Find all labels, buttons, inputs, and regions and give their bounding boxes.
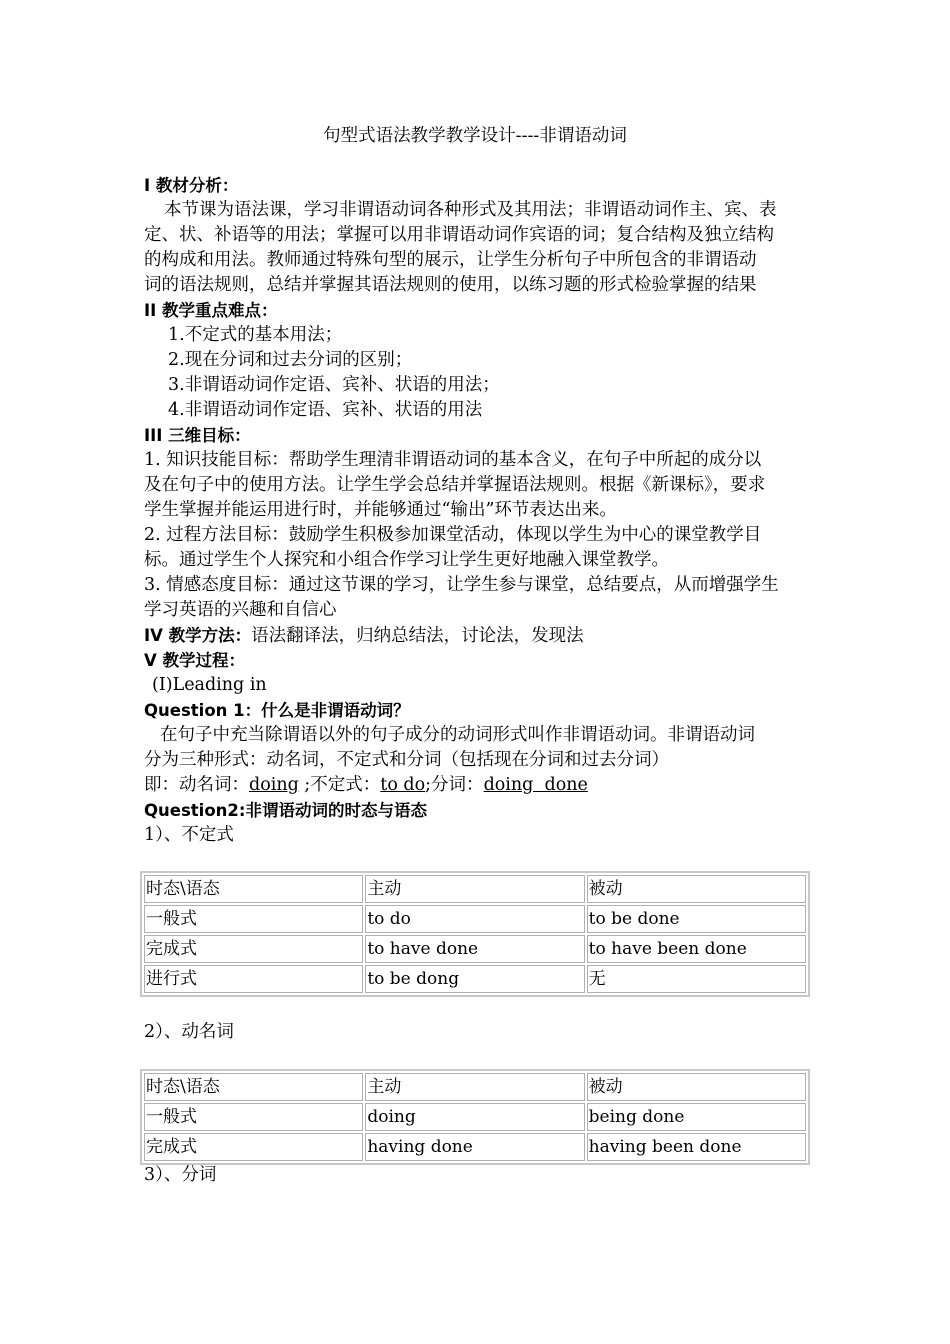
table-cell: 无 bbox=[587, 965, 806, 993]
participle-form: doing done bbox=[483, 775, 588, 795]
gerund-form: doing bbox=[249, 775, 299, 795]
table-row bbox=[144, 905, 806, 933]
section-heading-process: V 教学过程： bbox=[144, 651, 246, 670]
paragraph-line: 及在句子中的使用方法。让学生学会总结并掌握语法规则。根据《新课标》，要求 bbox=[144, 475, 766, 495]
table-cell: 被动 bbox=[587, 1073, 806, 1101]
subsection-participle: 3）、分词 bbox=[144, 1165, 217, 1185]
table-cell: 时态\语态 bbox=[144, 875, 363, 903]
table-cell: 完成式 bbox=[144, 1133, 363, 1161]
paragraph-line: 词的语法规则，总结并掌握其语法规则的使用，以练习题的形式检验掌握的结果 bbox=[144, 275, 757, 295]
table-cell: to be done bbox=[587, 905, 806, 933]
section-heading-analysis: I 教材分析： bbox=[144, 176, 239, 195]
section-heading-key-points: II 教学重点难点： bbox=[144, 301, 278, 320]
table-row bbox=[144, 1103, 806, 1131]
paragraph-line: 分为三种形式：动名词，不定式和分词（包括现在分词和过去分词） bbox=[144, 750, 669, 770]
methods-text: 语法翻译法，归纳总结法，讨论法，发现法 bbox=[251, 626, 584, 646]
subsection-infinitive: 1）、不定式 bbox=[144, 825, 234, 845]
infinitive-form: to do bbox=[380, 775, 426, 795]
question1-heading: Question 1：什么是非谓语动词？ bbox=[144, 701, 410, 720]
paragraph-line: 学习英语的兴趣和自信心 bbox=[144, 600, 337, 620]
forms-line bbox=[144, 773, 812, 798]
table-row bbox=[144, 935, 806, 963]
table-cell: to be dong bbox=[365, 965, 584, 993]
document-title: 句型式语法教学教学设计----非谓语动词 bbox=[323, 126, 627, 146]
forms-prefix: 即：动名词： bbox=[144, 775, 249, 795]
paragraph-line: 本节课为语法课，学习非谓语动词各种形式及其用法；非谓语动词作主、宾、表 bbox=[164, 200, 777, 220]
table-cell: 主动 bbox=[365, 1073, 584, 1101]
table-row bbox=[144, 1073, 806, 1101]
table-cell: 被动 bbox=[587, 875, 806, 903]
paragraph-line: 在句子中充当除谓语以外的句子成分的动词形式叫作非谓语动词。非谓语动词 bbox=[160, 725, 755, 745]
table-cell: being done bbox=[587, 1103, 806, 1131]
table-cell: to have been done bbox=[587, 935, 806, 963]
table-cell: 主动 bbox=[365, 875, 584, 903]
forms-separator: ;不定式： bbox=[298, 775, 381, 795]
list-item: 2.现在分词和过去分词的区别； bbox=[168, 350, 413, 370]
table-row bbox=[144, 965, 806, 993]
table-row bbox=[144, 1133, 806, 1161]
paragraph-line: 的构成和用法。教师通过特殊句型的展示，让学生分析句子中所包含的非谓语动 bbox=[144, 250, 757, 270]
list-item: 4.非谓语动词作定语、宾补、状语的用法 bbox=[168, 400, 483, 420]
gerund-table bbox=[140, 1069, 810, 1165]
table-cell: 完成式 bbox=[144, 935, 363, 963]
infinitive-table bbox=[140, 871, 810, 997]
paragraph-line: 1. 知识技能目标：帮助学生理清非谓语动词的基本含义，在句子中所起的成分以 bbox=[144, 450, 762, 470]
table-cell: 一般式 bbox=[144, 905, 363, 933]
question2-heading: Question2:非谓语动词的时态与语态 bbox=[144, 801, 427, 820]
list-item: 3.非谓语动词作定语、宾补、状语的用法； bbox=[168, 375, 500, 395]
section-heading-objectives: III 三维目标： bbox=[144, 426, 251, 445]
table-cell: 一般式 bbox=[144, 1103, 363, 1131]
table-cell: having done bbox=[365, 1133, 584, 1161]
paragraph-line: 学生掌握并能运用进行时，并能够通过“输出”环节表达出来。 bbox=[144, 500, 617, 520]
list-item: 1.不定式的基本用法； bbox=[168, 325, 343, 345]
table-cell: 进行式 bbox=[144, 965, 363, 993]
paragraph-line: 定、状、补语等的用法；掌握可以用非谓语动词作宾语的词；复合结构及独立结构 bbox=[144, 225, 774, 245]
forms-separator: ;分词： bbox=[425, 775, 484, 795]
table-row bbox=[144, 875, 806, 903]
table-cell: 时态\语态 bbox=[144, 1073, 363, 1101]
table-cell: to have done bbox=[365, 935, 584, 963]
paragraph-line: 2. 过程方法目标：鼓励学生积极参加课堂活动，体现以学生为中心的课堂教学目 bbox=[144, 525, 762, 545]
table-cell: doing bbox=[365, 1103, 584, 1131]
section-heading-methods: IV 教学方法： bbox=[144, 626, 252, 645]
table-cell: having been done bbox=[587, 1133, 806, 1161]
methods-line bbox=[144, 623, 812, 648]
subsection-gerund: 2）、动名词 bbox=[144, 1022, 234, 1042]
paragraph-line: 3. 情感态度目标：通过这节课的学习，让学生参与课堂，总结要点，从而增强学生 bbox=[144, 575, 779, 595]
leading-in-label: (I)Leading in bbox=[152, 675, 267, 695]
paragraph-line: 标。通过学生个人探究和小组合作学习让学生更好地融入课堂教学。 bbox=[144, 550, 669, 570]
table-cell: to do bbox=[365, 905, 584, 933]
